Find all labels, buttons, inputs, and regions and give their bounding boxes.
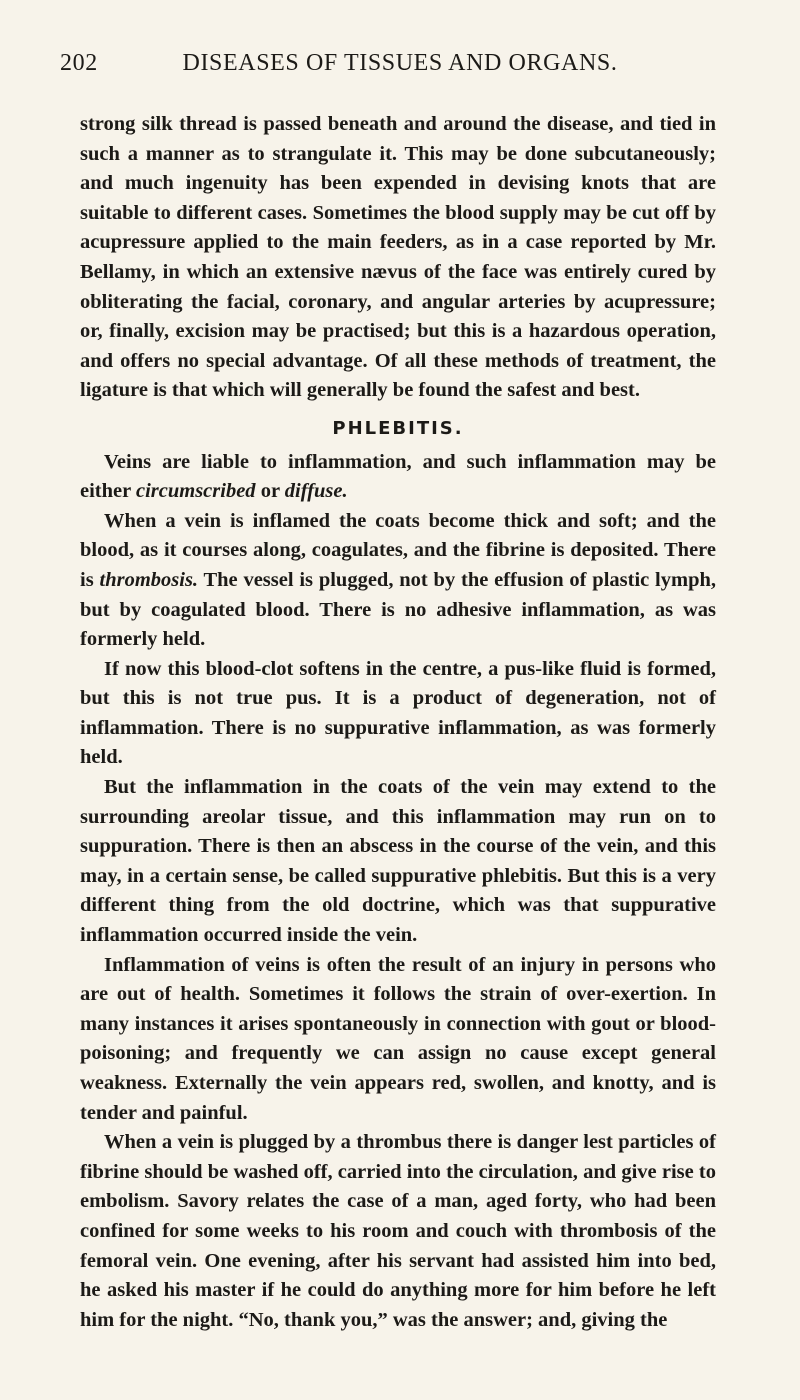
paragraph-causes: Inflammation of veins is often the result of an injury in persons who are out of health. Sometimes it follows the strain of over-exertion. In many instances it arises spontaneously in connection with gout or blood-poisoning; and frequently we can assign no cause except general weakness. Externally the vein appears red, swollen, and knotty, and is tender and painful.	[80, 953, 716, 1124]
text-run: Veins are liable to inflammation, and such inflammation may be either	[80, 450, 716, 503]
running-title: DISEASES OF TISSUES AND ORGANS.	[182, 50, 618, 76]
emphasis-thrombosis: thrombosis.	[99, 568, 199, 591]
emphasis-circumscribed: circumscribed	[135, 480, 256, 503]
section-heading-phlebitis: PHLEBITIS.	[332, 417, 464, 439]
running-head	[60, 50, 700, 84]
text-run: or	[260, 480, 280, 503]
body-text	[80, 110, 716, 1335]
paragraph-vein-inflamed	[80, 507, 716, 655]
paragraph-nevus-treatment: strong silk thread is passed beneath and around the disease, and tied in such a manner as to strangulate it. This may be done subcutaneously; and much ingenuity has been expended in devising knots that are suitable to different cases. Sometimes the blood supply may be cut off by acupressure applied to the main feeders, as in a case reported by Mr. Bellamy, in which an extensive nævus of the face was entirely cured by obliterating the facial, coronary, and angular arteries by acupressure; or, finally, excision may be practised; but this is a hazardous operation, and offers no special advantage. Of all these methods of treatment, the ligature is that which will generally be found the safest and best.	[80, 113, 716, 402]
paragraph-blood-clot: If now this blood-clot softens in the centre, a pus-like fluid is formed, but this is not true pus. It is a product of degeneration, not of inflammation. There is no suppurative inflammation, as was formerly held.	[80, 657, 716, 769]
page-number: 202	[60, 50, 98, 76]
text-run: When a vein is inflamed the coats become thick and soft; and the blood, as it courses along, coagulates, and the fibrine is deposited. There is	[80, 509, 716, 591]
paragraph-veins-liable	[80, 448, 716, 507]
emphasis-diffuse: diffuse.	[284, 480, 348, 503]
text-run: The vessel is plugged, not by the effusion of plastic lymph, but by coagulated blood. There is no adhesive inflammation, as was formerly held.	[80, 568, 716, 651]
paragraph-surrounding-tissue: But the inflammation in the coats of the vein may extend to the surrounding areolar tissue, and this inflammation may run on to suppuration. There is then an abscess in the course of the vein, and this may, in a certain sense, be called suppurative phlebitis. But this is a very different thing from the old doctrine, which was that suppurative inflammation occurred inside the vein.	[80, 776, 716, 947]
paragraph-embolism: When a vein is plugged by a thrombus there is danger lest particles of fibrine should be washed off, carried into the circulation, and give rise to embolism. Savory relates the case of a man, aged forty, who had been confined for some weeks to his room and couch with thrombosis of the femoral vein. One evening, after his servant had assisted him into bed, he asked his master if he could do anything more for him before he left him for the night. “No, thank you,” was the answer; and, giving the	[80, 1131, 716, 1331]
